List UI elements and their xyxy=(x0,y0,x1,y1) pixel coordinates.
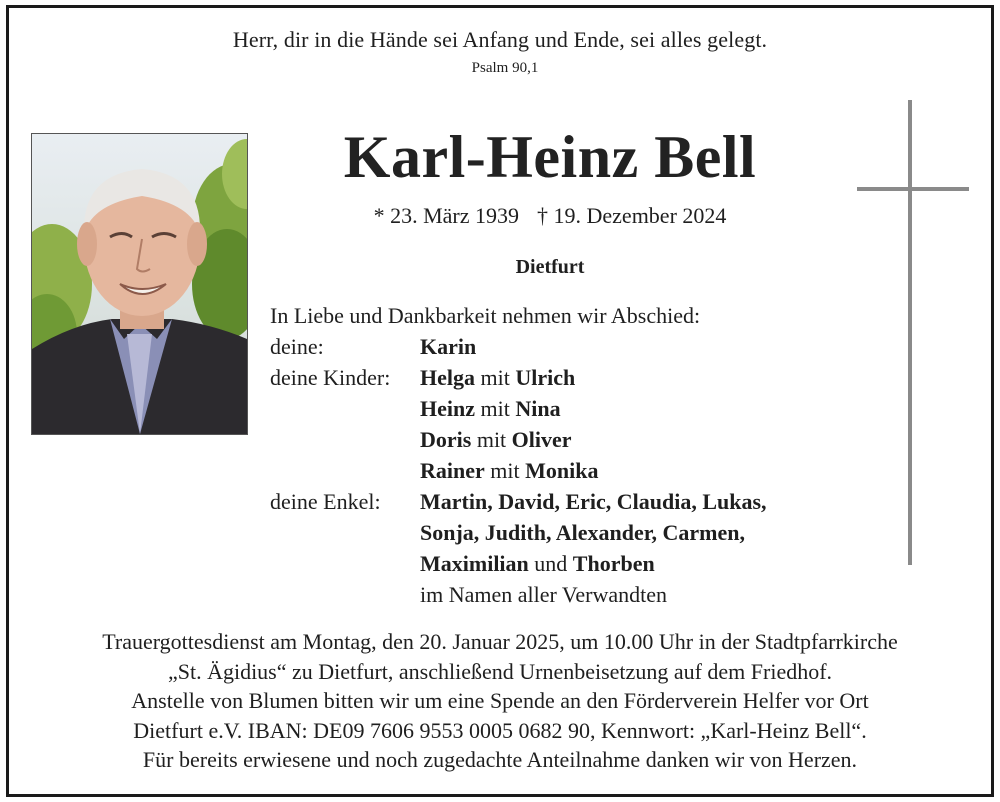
footer-line: Für bereits erwiesene und noch zugedachte Anteilnahme danken wir von Herzen. xyxy=(142,747,858,772)
psalm-reference: Psalm 90,1 xyxy=(471,60,539,76)
with-word: mit xyxy=(490,458,520,483)
child-row xyxy=(270,393,767,424)
relatives-row xyxy=(270,579,767,610)
child-row xyxy=(270,424,767,455)
footer-line: Dietfurt e.V. IBAN: DE09 7606 9553 0005 0682 90, Kennwort: „Karl-Heinz Bell“. xyxy=(133,717,867,743)
spouse-name: Karin xyxy=(420,334,477,359)
deceased-name: Karl-Heinz Bell xyxy=(343,124,757,190)
child-name: Rainer xyxy=(420,458,485,483)
grandchildren-row xyxy=(270,548,767,579)
farewell-intro: In Liebe und Dankbarkeit nehmen wir Abschied: xyxy=(270,303,701,328)
footer-line: „St. Ägidius“ zu Dietfurt, anschließend Urnenbeisetzung auf dem Friedhof. xyxy=(167,658,833,684)
grandchildren-label: deine Enkel: xyxy=(270,489,381,514)
and-word: und xyxy=(534,551,568,576)
grandchildren-line: Sonja, Judith, Alexander, Carmen, xyxy=(420,520,745,545)
hometown: Dietfurt xyxy=(515,256,585,278)
relatives-text: im Namen aller Verwandten xyxy=(420,582,668,607)
cross-icon xyxy=(857,100,969,570)
motto: Herr, dir in die Hände sei Anfang und Ende, sei alles gelegt. xyxy=(232,27,768,52)
with-word: mit xyxy=(476,427,507,452)
with-word: mit xyxy=(480,396,510,421)
life-dates xyxy=(250,203,850,229)
grandchild-name: Thorben xyxy=(572,551,655,576)
portrait-photo xyxy=(31,133,248,435)
child-row xyxy=(270,362,767,393)
with-word: mit xyxy=(480,365,510,390)
footer-line: Anstelle von Blumen bitten wir um eine Spende an den Förderverein Helfer vor Ort xyxy=(131,688,869,713)
child-partner: Monika xyxy=(525,458,599,483)
death-date: † 19. Dezember 2024 xyxy=(537,203,727,228)
child-partner: Nina xyxy=(515,396,561,421)
spouse-row xyxy=(270,331,767,362)
grandchildren-row xyxy=(270,517,767,548)
service-details xyxy=(0,627,1000,775)
grandchildren-row xyxy=(270,486,767,517)
spouse-label: deine: xyxy=(270,334,324,359)
child-partner: Ulrich xyxy=(515,365,576,390)
grandchildren-line: Martin, David, Eric, Claudia, Lukas, xyxy=(420,489,767,514)
family-list xyxy=(270,300,767,610)
child-name: Helga xyxy=(420,365,475,390)
child-name: Doris xyxy=(420,427,472,452)
child-partner: Oliver xyxy=(511,427,572,452)
birth-date: * 23. März 1939 xyxy=(373,203,520,228)
footer-line: Trauergottesdienst am Montag, den 20. Januar 2025, um 10.00 Uhr in der Stadtpfarrkirche xyxy=(102,629,898,654)
children-label: deine Kinder: xyxy=(270,365,391,390)
grandchild-name: Maximilian xyxy=(420,551,529,576)
child-name: Heinz xyxy=(420,396,475,421)
child-row xyxy=(270,455,767,486)
